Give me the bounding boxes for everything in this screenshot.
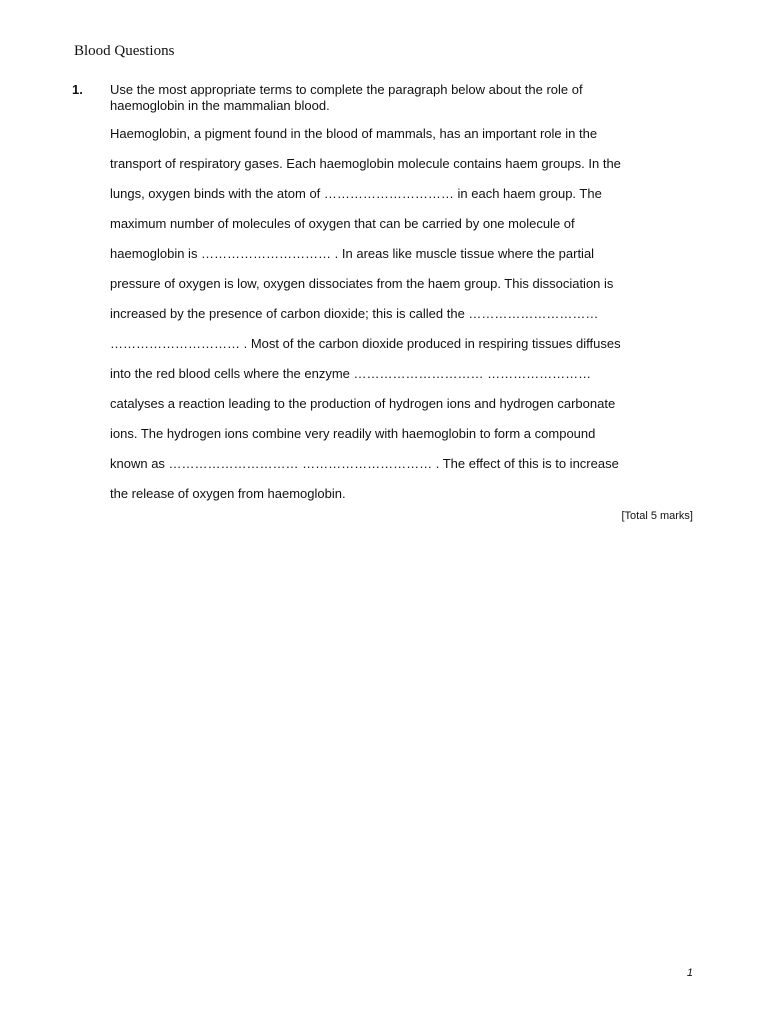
question-instructions-line: haemoglobin in the mammalian blood. — [110, 98, 330, 113]
total-marks: [Total 5 marks] — [621, 510, 693, 522]
page-title: Blood Questions — [74, 43, 175, 59]
passage-line: the release of oxygen from haemoglobin. — [110, 486, 346, 501]
passage-line: increased by the presence of carbon dioxide; this is called the ………………………… — [110, 306, 599, 321]
passage-line: pressure of oxygen is low, oxygen dissociates from the haem group. This dissociation is — [110, 276, 614, 291]
passage-line: lungs, oxygen binds with the atom of ………………………… in each haem group. The — [110, 186, 602, 201]
cloze-passage — [110, 125, 710, 515]
question-instructions — [110, 82, 670, 114]
passage-line: known as ………………………… ………………………… . The effect of this is to increase — [110, 456, 619, 471]
passage-line: catalyses a reaction leading to the production of hydrogen ions and hydrogen carbonate — [110, 396, 616, 411]
page-number: 1 — [686, 967, 693, 979]
passage-line: ions. The hydrogen ions combine very readily with haemoglobin to form a compound — [110, 426, 596, 441]
question-number: 1. — [72, 82, 83, 97]
passage-line: ………………………… . Most of the carbon dioxide produced in respiring tissues diffuses — [110, 336, 621, 351]
passage-line: haemoglobin is ………………………… . In areas like muscle tissue where the partial — [110, 246, 595, 261]
question-instructions-line: Use the most appropriate terms to complete the paragraph below about the role of — [110, 82, 583, 97]
passage-line: Haemoglobin, a pigment found in the blood of mammals, has an important role in the — [110, 126, 598, 141]
passage-line: transport of respiratory gases. Each haemoglobin molecule contains haem groups. In the — [110, 156, 621, 171]
passage-line: maximum number of molecules of oxygen that can be carried by one molecule of — [110, 216, 575, 231]
passage-line: into the red blood cells where the enzyme ………………………… …………………… — [110, 366, 592, 381]
